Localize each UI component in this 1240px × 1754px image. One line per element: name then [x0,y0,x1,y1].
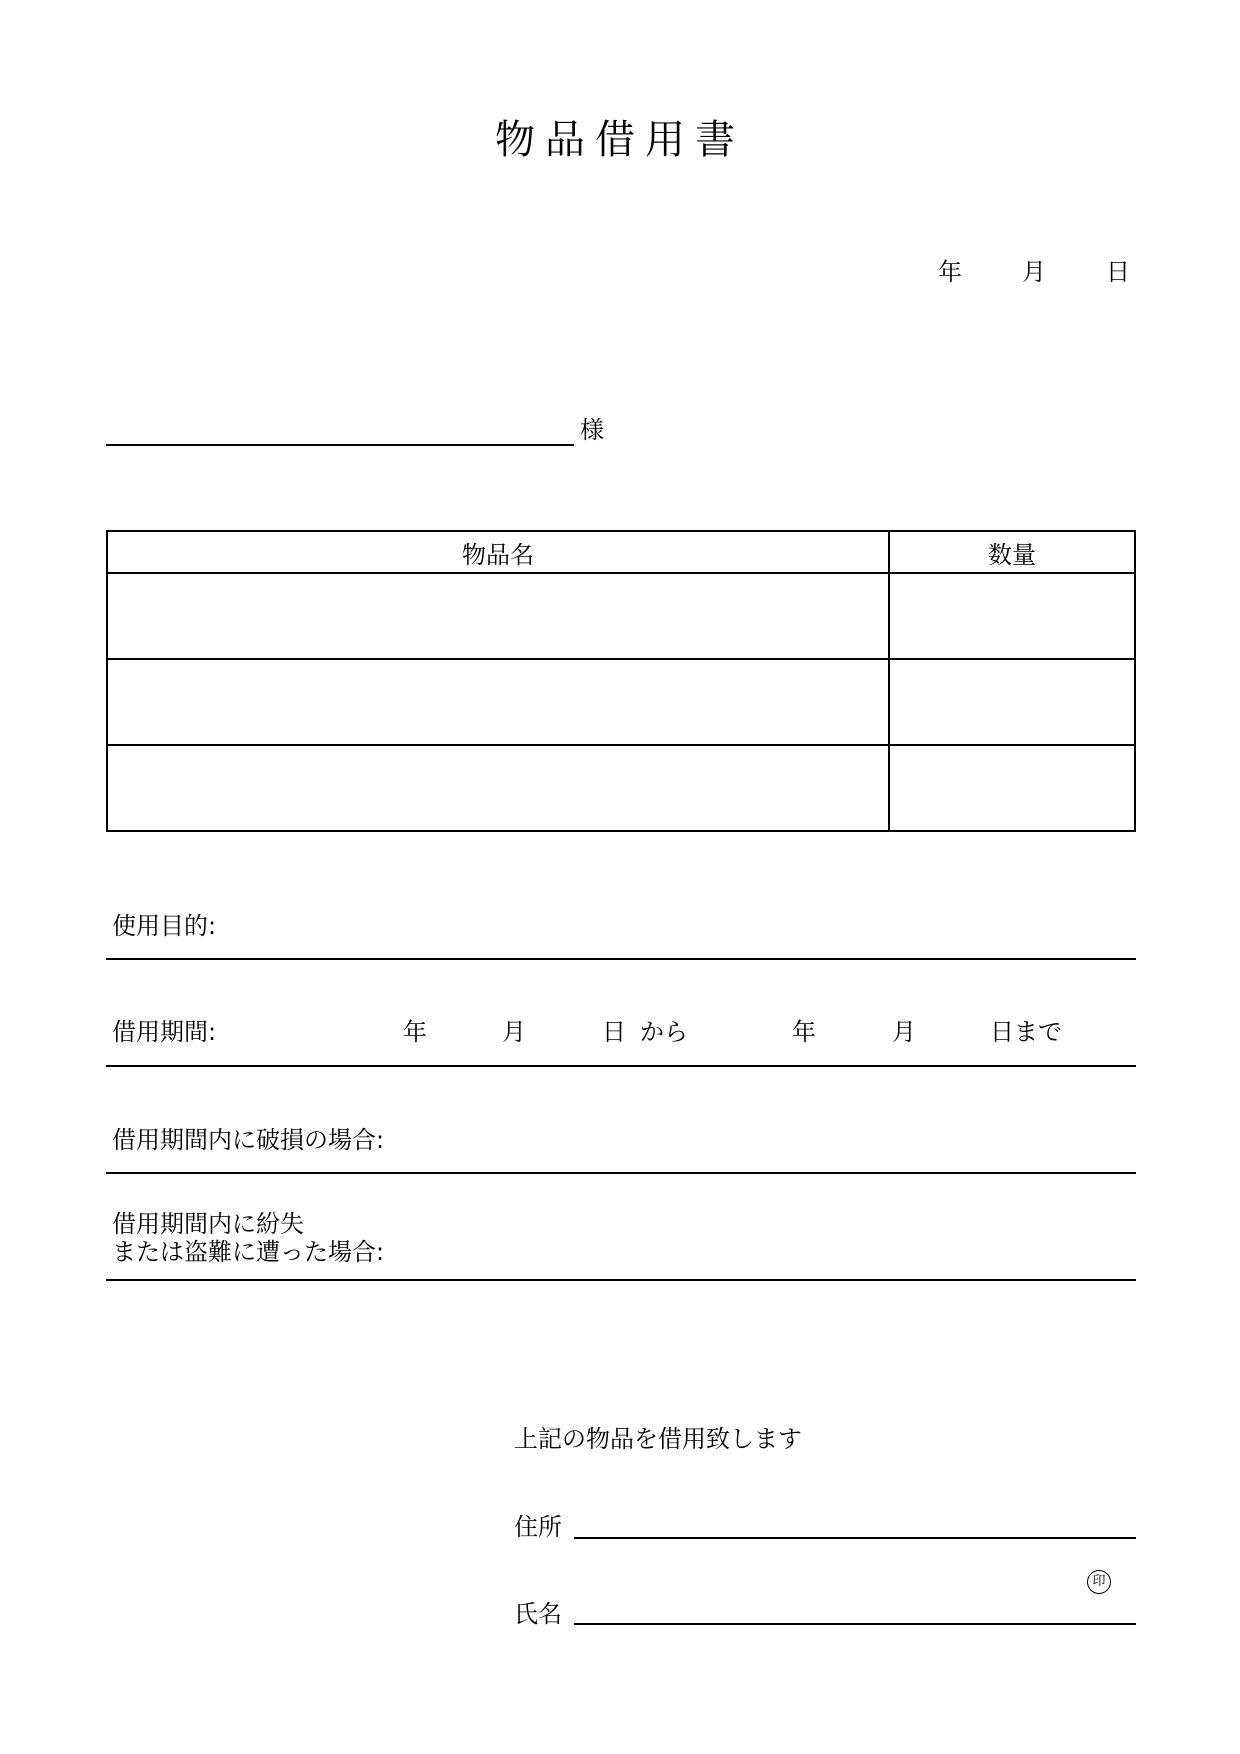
quantity-cell[interactable] [889,659,1135,745]
period-label: 借用期間: [112,1018,217,1046]
items-table [106,530,1136,832]
period-end-year: 年 [792,1018,816,1046]
table-row [107,745,1135,831]
date-year-label: 年 [938,258,962,286]
period-end-day-until: 日まで [990,1018,1062,1046]
period-start-day: 日 [602,1018,626,1046]
quantity-cell[interactable] [889,573,1135,659]
item-name-header: 物品名 [107,531,889,573]
purpose-label: 使用目的: [112,912,217,940]
address-label: 住所 [514,1513,562,1541]
table-row [107,659,1135,745]
date-day-label: 日 [1106,258,1130,286]
quantity-header: 数量 [889,531,1135,573]
loss-label-line1: 借用期間内に紛失 [112,1210,304,1238]
damage-line[interactable] [106,1172,1136,1174]
period-end-month: 月 [892,1018,916,1046]
declaration-text: 上記の物品を借用致します [514,1425,802,1453]
loss-line[interactable] [106,1279,1136,1281]
item-name-cell[interactable] [107,573,889,659]
date-month-label: 月 [1022,258,1046,286]
seal-mark: 印 [1087,1570,1111,1594]
table-header-row [107,531,1135,573]
period-start-year: 年 [403,1018,427,1046]
recipient-name-line[interactable] [106,444,574,446]
address-line[interactable] [574,1537,1136,1539]
document-title: 物品借用書 [495,117,745,163]
item-name-cell[interactable] [107,659,889,745]
period-start-month: 月 [502,1018,526,1046]
name-label: 氏名 [514,1600,562,1628]
table-row [107,573,1135,659]
period-line[interactable] [106,1065,1136,1067]
purpose-line[interactable] [106,958,1136,960]
quantity-cell[interactable] [889,745,1135,831]
loss-label-line2: または盗難に遭った場合: [112,1238,385,1266]
name-line[interactable] [574,1623,1136,1625]
item-name-cell[interactable] [107,745,889,831]
period-from-label: から [640,1018,688,1046]
damage-label: 借用期間内に破損の場合: [112,1126,385,1154]
recipient-suffix: 様 [580,416,604,444]
